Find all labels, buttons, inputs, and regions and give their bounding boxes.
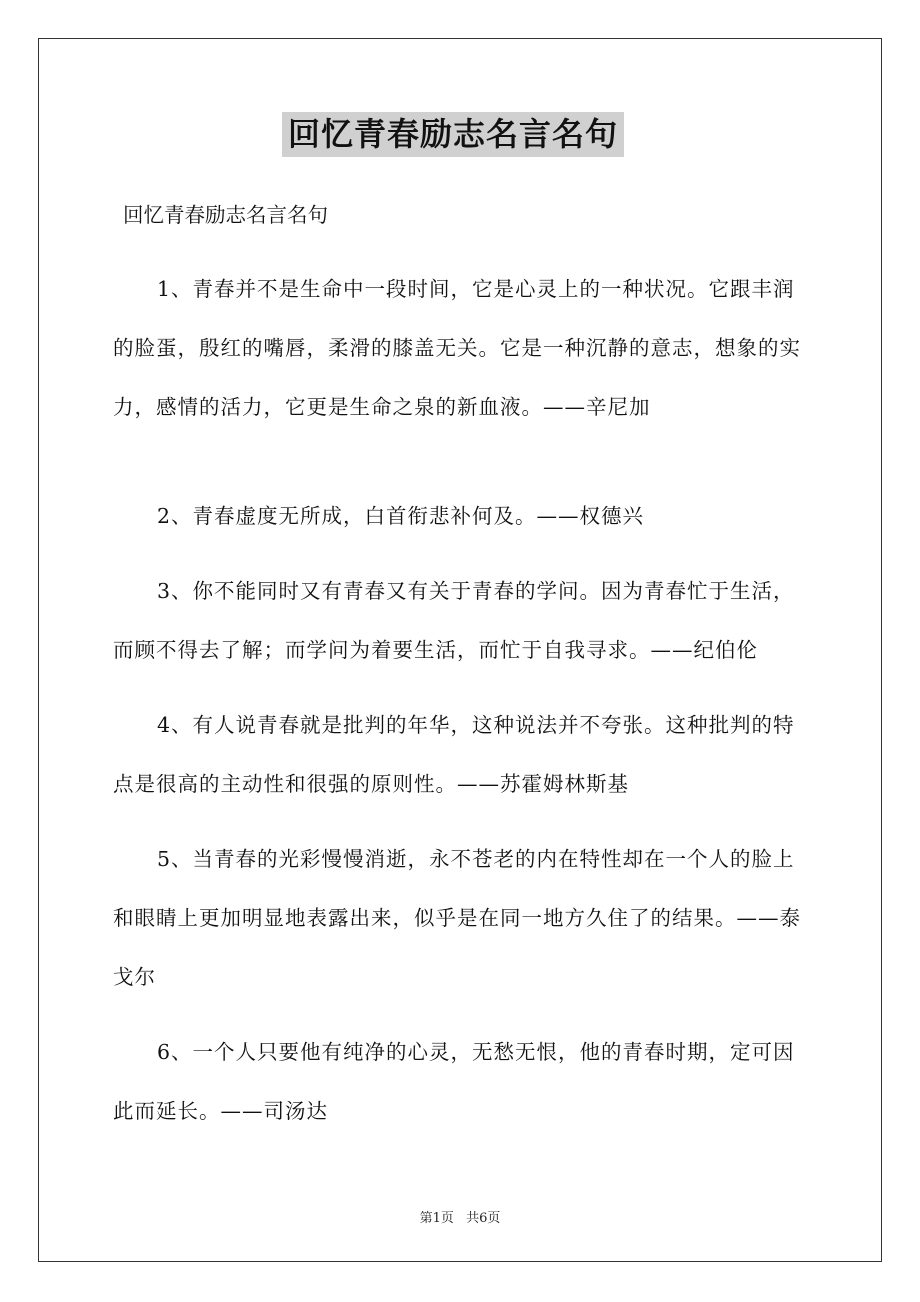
document-subtitle: 回忆青春励志名言名句: [123, 203, 328, 227]
quote-paragraph-1: 1、青春并不是生命中一段时间，它是心灵上的一种状况。它跟丰润的脸蛋，殷红的嘴唇，柔滑的膝盖无关。它是一种沉静的意志，想象的实力，感情的活力，它更是生命之泉的新血液。——辛尼加: [113, 277, 801, 419]
quote-paragraph-2: 2、青春虚度无所成，白首衔悲补何及。——权德兴: [157, 504, 645, 528]
document-title: 回忆青春励志名言名句: [282, 112, 624, 157]
quote-paragraph-3: 3、你不能同时又有青春又有关于青春的学问。因为青春忙于生活，而顾不得去了解；而学问为着要生活，而忙于自我寻求。——纪伯伦: [113, 579, 795, 662]
page-number: 第1页: [419, 1211, 454, 1226]
document-body: [113, 200, 813, 1171]
quote-paragraph-6: 6、一个人只要他有纯净的心灵，无愁无恨，他的青春时期，定可因此而延长。——司汤达: [113, 1040, 795, 1123]
page-total: 共6页: [466, 1211, 501, 1226]
quote-paragraph-4: 4、有人说青春就是批判的年华，这种说法并不夸张。这种批判的特点是很高的主动性和很强的原则性。——苏霍姆林斯基: [113, 713, 795, 796]
page-footer: [0, 1207, 920, 1226]
quote-paragraph-5: 5、当青春的光彩慢慢消逝，永不苍老的内在特性却在一个人的脸上和眼睛上更加明显地表露出来，似乎是在同一地方久住了的结果。——泰戈尔: [113, 847, 801, 989]
